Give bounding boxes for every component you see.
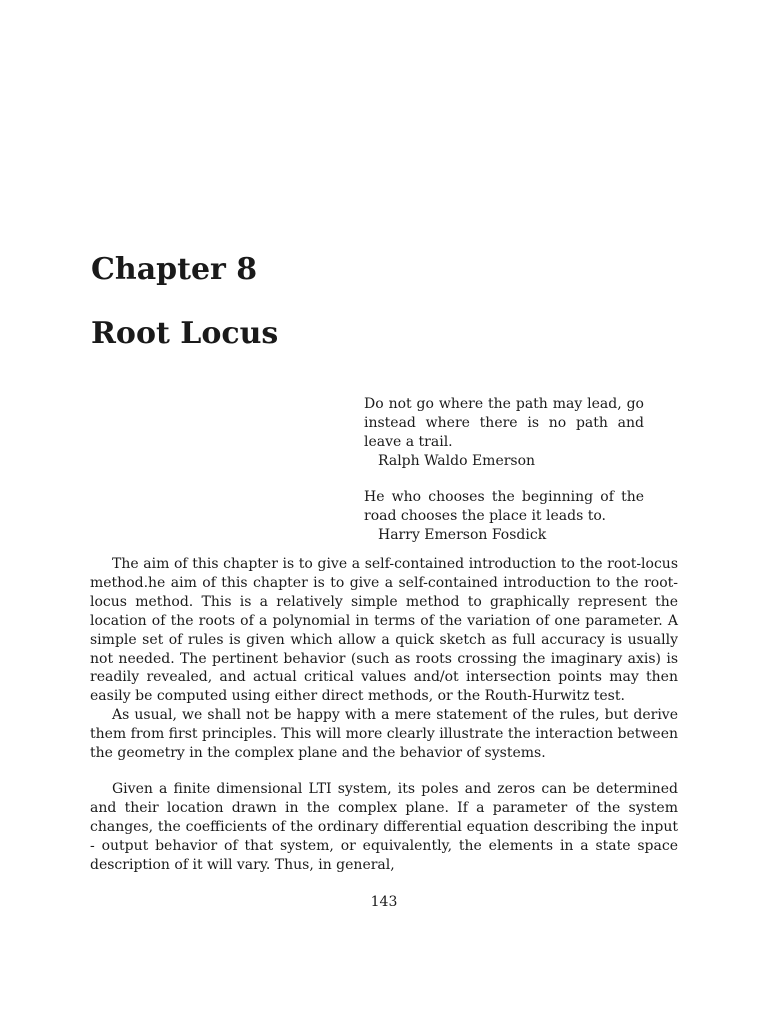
epigraph xyxy=(364,395,644,471)
body-paragraph: As usual, we shall not be happy with a mere statement of the rules, but derive them from first principles. This will more clearly illustrate the interaction between the geometry in the complex plane and the behavior of systems. xyxy=(90,707,678,761)
page-number: 143 xyxy=(370,894,398,910)
epigraph xyxy=(364,488,644,545)
body-paragraph: Given a finite dimensional LTI system, its poles and zeros can be determined and their location drawn in the complex plane. If a parameter of the system changes, the coefficients of the ordinary differential equation describing the input - output behavior of that system, or equivalently, the elements in a state space description of it will vary. Thus, in general, xyxy=(90,781,678,873)
epigraph-quote: He who chooses the beginning of the road chooses the place it leads to. xyxy=(364,489,644,524)
chapter-label: Chapter 8 xyxy=(91,252,258,287)
epigraph-author: Harry Emerson Fosdick xyxy=(378,527,547,543)
chapter-title: Root Locus xyxy=(91,316,279,351)
epigraph-author: Ralph Waldo Emerson xyxy=(378,453,536,469)
epigraph-quote: Do not go where the path may lead, go instead where there is no path and leave a trail. xyxy=(364,396,644,450)
body-paragraph: The aim of this chapter is to give a self-contained introduction to the root-locus method.he aim of this chapter is to give a self-contained introduction to the root-locus method. This is a relatively simple method to graphically represent the location of the roots of a polynomial in terms of the variation of one parameter. A simple set of rules is given which allow a quick sketch as full accuracy is usually not needed. The pertinent behavior (such as roots crossing the imaginary axis) is readily revealed, and actual critical values and/ot intersection points may then easily be computed using either direct methods, or the Routh-Hurwitz test. xyxy=(90,556,678,705)
